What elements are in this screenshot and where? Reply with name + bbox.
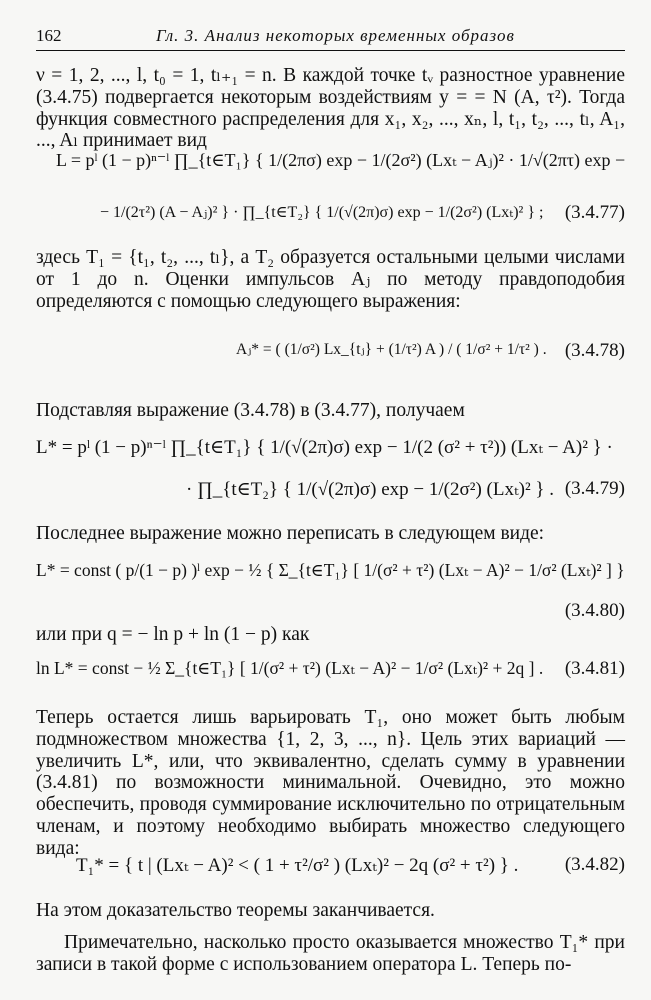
- equation-3-4-77-line2-text: − 1/(2τ²) (A − Aⱼ)² } · ∏_{t∈T₂} { 1/(√(2π)σ) exp − 1/(2σ²) (Lxₜ)² } ;: [100, 204, 544, 221]
- equation-3-4-81-text: ln L* = const − ½ Σ_{t∈T₁} [ 1/(σ² + τ²) (Lxₜ − A)² − 1/σ² (Lxₜ)² + 2q ] .: [36, 658, 544, 678]
- equation-number-3-4-78: (3.4.78): [564, 340, 625, 361]
- paragraph-rewrite: Последнее выражение можно переписать в следующем виде:: [36, 523, 545, 544]
- paragraph-intro: ν = 1, 2, ..., l, t₀ = 1, tₗ₊₁ = n. В каждой точке tᵥ разностное уравнение (3.4.75) подвергается некоторым воздействиям y = = N (A, τ²). Тогда функция совместного распределения для x₁, x₂, ..., xₙ, l, t₁, t₂, ..., tₗ, A₁, ..., Aₗ принимает вид: [36, 65, 625, 152]
- equation-3-4-77-line2: [36, 202, 625, 246]
- running-title: Гл. 3. Анализ некоторых временных образов: [156, 26, 515, 45]
- equation-3-4-80: [36, 560, 625, 604]
- page-number: 162: [36, 26, 62, 45]
- equation-3-4-78: [36, 340, 625, 384]
- paragraph-definition: здесь T₁ = {t₁, t₂, ..., tₗ}, а T₂ образуется остальными целыми числами от 1 до n. Оценки импульсов Aⱼ по методу правдоподобия определяются с помощью следующего выражения:: [36, 247, 625, 312]
- equation-number-3-4-80: (3.4.80): [564, 600, 625, 621]
- equation-3-4-79-line2-text: · ∏_{t∈T₂} { 1/(√(2π)σ) exp − 1/(2σ²) (Lxₜ)² } .: [186, 479, 555, 500]
- equation-3-4-79-line1-text: L* = pˡ (1 − p)ⁿ⁻ˡ ∏_{t∈T₁} { 1/(√(2π)σ) exp − 1/(2 (σ² + τ²)) (Lxₜ − A)² } ·: [36, 437, 613, 458]
- equation-3-4-77-line1-text: L = pˡ (1 − p)ⁿ⁻ˡ ∏_{t∈T₁} { 1/(2πσ) exp − 1/(2σ²) (Lxₜ − Aⱼ)² · 1/√(2πτ) exp −: [56, 150, 626, 170]
- equation-number-3-4-77: (3.4.77): [564, 202, 625, 223]
- equation-3-4-78-text: Aⱼ* = ( (1/σ²) Lx_{tⱼ} + (1/τ²) A ) / ( 1/σ² + 1/τ² ) .: [236, 341, 547, 358]
- paragraph-proof-end: На этом доказательство теоремы заканчивается.: [36, 900, 435, 921]
- running-header: [36, 24, 625, 48]
- equation-number-3-4-79: (3.4.79): [564, 478, 625, 499]
- equation-3-4-80-number-row: [36, 600, 625, 624]
- paragraph-substitute: Подставляя выражение (3.4.78) в (3.4.77), получаем: [36, 400, 465, 421]
- equation-3-4-79-line2: [36, 478, 625, 522]
- paragraph-remark: Примечательно, насколько просто оказывается множество T₁* при записи в такой форме с использованием оператора L. Теперь по-: [36, 932, 625, 975]
- equation-number-3-4-81: (3.4.81): [564, 658, 625, 679]
- equation-3-4-82: [36, 854, 625, 898]
- header-rule: [36, 50, 625, 51]
- paragraph-vary-t1: Теперь остается лишь варьировать T₁, оно может быть любым подмножеством множества {1, 2, 3, ..., n}. Цель этих вариаций — увеличить L*, или, что эквивалентно, сделать сумму в уравнении (3.4.81) по возможности минимальной. Очевидно, это можно обеспечить, проводя суммирование исключительно по отрицательным членам, и поэтому необходимо выбирать множество следующего вида:: [36, 707, 625, 859]
- equation-3-4-77-line1: [36, 150, 625, 194]
- equation-number-3-4-82: (3.4.82): [564, 854, 625, 875]
- paragraph-or-with-q: или при q = − ln p + ln (1 − p) как: [36, 624, 310, 645]
- equation-3-4-80-text: L* = const ( p/(1 − p) )ˡ exp − ½ { Σ_{t∈T₁} [ 1/(σ² + τ²) (Lxₜ − A)² − 1/σ² (Lxₜ)² ] }: [36, 560, 625, 580]
- equation-3-4-81: [36, 658, 625, 702]
- equation-3-4-82-text: T₁* = { t | (Lxₜ − A)² < ( 1 + τ²/σ² ) (Lxₜ)² − 2q (σ² + τ²) } .: [76, 855, 519, 876]
- equation-3-4-79-line1: [36, 436, 625, 480]
